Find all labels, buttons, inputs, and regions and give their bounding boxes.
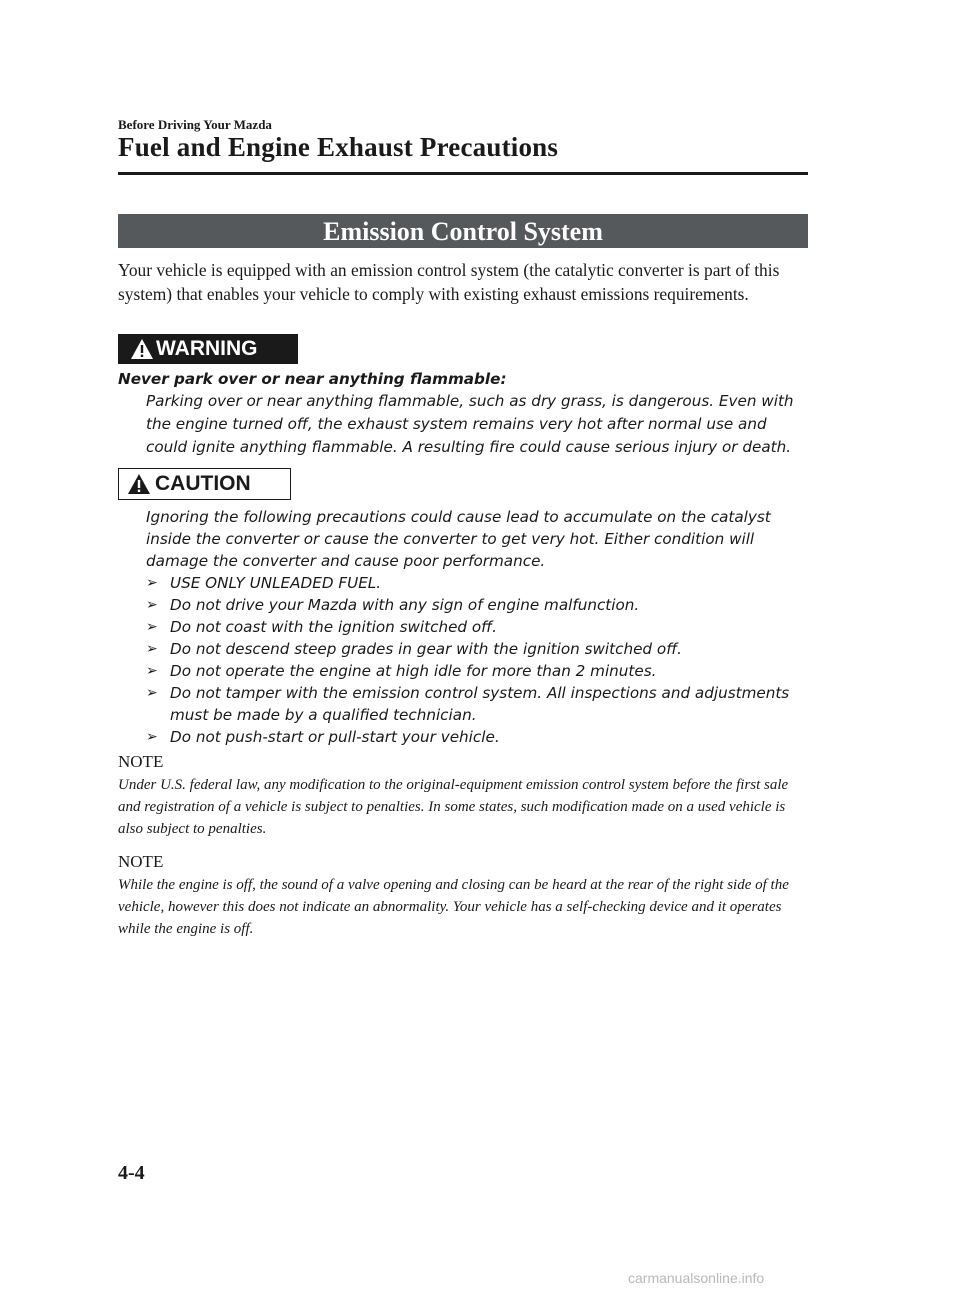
section-title: Fuel and Engine Exhaust Precautions — [118, 132, 559, 162]
intro-paragraph: Your vehicle is equipped with an emission control system (the catalytic converter is part of this system) that enables your vehicle to comply with existing exhaust emissions requirements. — [118, 260, 780, 304]
topic-banner: Emission Control System — [118, 214, 808, 248]
arrow-bullet-icon: ➢ — [146, 641, 158, 657]
note-label: NOTE — [118, 752, 164, 771]
list-item: ➢ Do not coast with the ignition switched off. — [146, 618, 497, 636]
watermark: carmanualsonline.info — [628, 1270, 765, 1286]
arrow-bullet-icon: ➢ — [146, 685, 158, 701]
note-text: Under U.S. federal law, any modification to the original-equipment emission control system before the first sale and registration of a vehicle is subject to penalties. In some states, such modification made on a used vehicle is also subject to penalties. — [118, 777, 789, 837]
list-item: ➢ Do not operate the engine at high idle for more than 2 minutes. — [146, 662, 657, 680]
warning-badge — [118, 334, 298, 364]
caution-list — [146, 572, 811, 748]
list-item: ➢ Do not drive your Mazda with any sign of engine malfunction. — [146, 596, 640, 614]
list-item: ➢ Do not push-start or pull-start your vehicle. — [146, 728, 500, 746]
chapter-label: Before Driving Your Mazda — [118, 117, 272, 132]
note-label: NOTE — [118, 852, 164, 871]
arrow-bullet-icon: ➢ — [146, 663, 158, 679]
arrow-bullet-icon: ➢ — [146, 597, 158, 613]
arrow-bullet-icon: ➢ — [146, 619, 158, 635]
warning-heading: Never park over or near anything flammable: — [118, 370, 507, 388]
list-item: ➢ Do not descend steep grades in gear with the ignition switched off. — [146, 640, 682, 658]
title-divider — [118, 172, 808, 175]
arrow-bullet-icon: ➢ — [146, 729, 158, 745]
arrow-bullet-icon: ➢ — [146, 575, 158, 591]
note-text: While the engine is off, the sound of a valve opening and closing can be heard at the rear of the right side of the vehicle, however this does not indicate an abnormality. Your vehicle has a self-checking device and it operates while the engine is off. — [118, 877, 789, 937]
caution-intro: Ignoring the following precautions could cause lead to accumulate on the catalyst inside the converter or cause the converter to get very hot. Either condition will damage the converter and cause poor performance. — [146, 508, 771, 570]
warning-label: WARNING — [156, 337, 258, 360]
page-number: 4-4 — [118, 1162, 145, 1184]
list-item: ➢ USE ONLY UNLEADED FUEL. — [146, 574, 382, 592]
caution-label: CAUTION — [155, 472, 251, 495]
warning-triangle-icon — [130, 338, 154, 360]
caution-badge — [118, 468, 291, 500]
warning-body: Parking over or near anything flammable, such as dry grass, is dangerous. Even with the engine turned off, the exhaust system remains very hot after normal use and could ignite anything flammable. A resulting fire could cause serious injury or death. — [146, 392, 794, 456]
list-item: ➢ Do not tamper with the emission control system. All inspections and adjustments must be made by a qualified technician. — [146, 684, 790, 724]
warning-triangle-icon — [127, 473, 151, 495]
